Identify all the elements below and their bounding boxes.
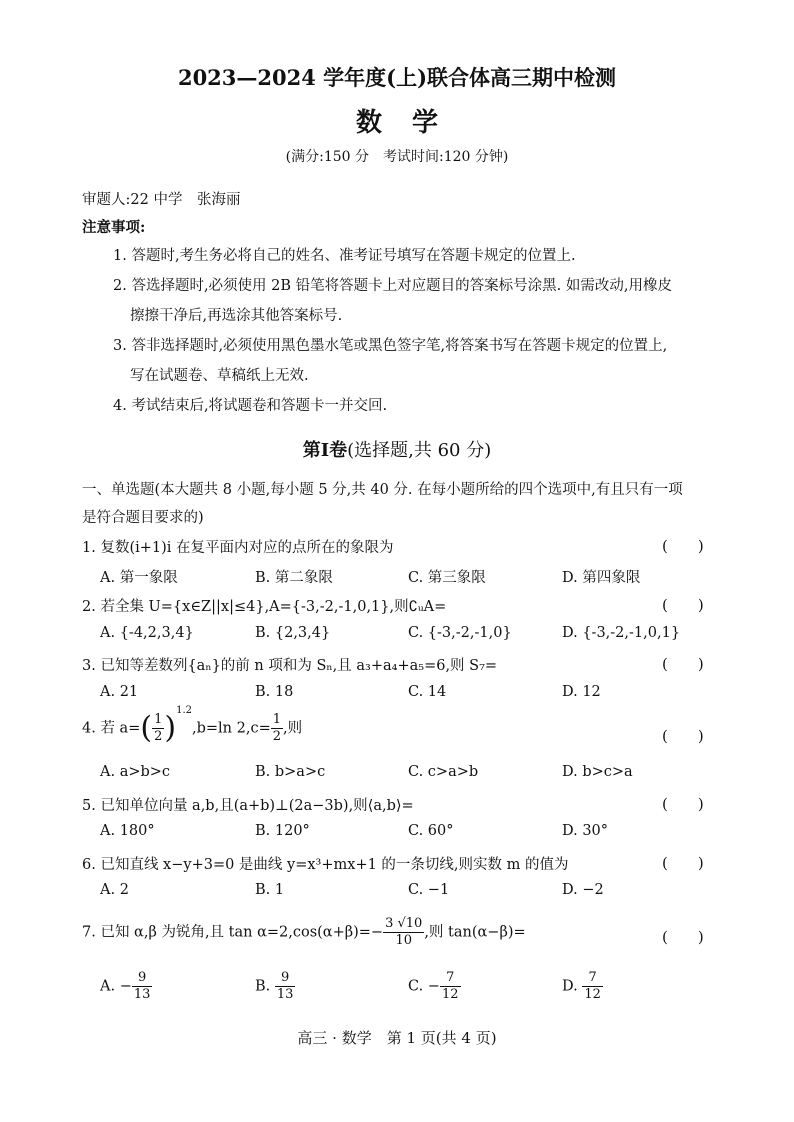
option: B. 18 bbox=[255, 684, 294, 700]
notice-item: 2. 答选择题时,必须使用 2B 铅笔将答题卡上对应题目的答案标号涂黑. 如需改动,用橡皮 bbox=[113, 278, 672, 294]
question-stem: 3. 已知等差数列{aₙ}的前 n 项和为 Sₙ,且 a₃+a₄+a₅=6,则 S₇= bbox=[82, 658, 498, 674]
notice-heading: 注意事项: bbox=[82, 219, 146, 236]
answer-blank: ( ) bbox=[662, 727, 704, 745]
question-stem: 5. 已知单位向量 a,b,且(a+b)⊥(2a−3b),则⟨a,b⟩= bbox=[82, 798, 414, 814]
option: B. 120° bbox=[255, 823, 310, 839]
option: C. c>a>b bbox=[408, 764, 479, 780]
notice-item: 3. 答非选择题时,必须使用黑色墨水笔或黑色签字笔,将答案书写在答题卡规定的位置上, bbox=[113, 338, 668, 354]
option: B. {2,3,4} bbox=[255, 625, 331, 641]
option: B. 第二象限 bbox=[255, 570, 333, 586]
subject-title: 数学 bbox=[355, 108, 468, 138]
question-stem: 7. 已知 α,β 为锐角,且 tan α=2,cos(α+β)=− $\frac{3 √10}{10}$ ,则 tan(α−β)= bbox=[82, 916, 526, 948]
option: D. 12 bbox=[562, 684, 601, 700]
option: C. − $\frac{7}{12}$ bbox=[408, 970, 459, 1002]
answer-blank: ( ) bbox=[662, 537, 704, 555]
option: D. 第四象限 bbox=[562, 570, 641, 586]
option: B. 1 bbox=[255, 882, 285, 898]
option: A. 第一象限 bbox=[100, 570, 178, 586]
option: C. {-3,-2,-1,0} bbox=[408, 625, 512, 641]
section-subtitle: (选择题,共 60 分) bbox=[347, 440, 492, 461]
fraction: $\frac{3 √10}{10}$ bbox=[385, 916, 423, 948]
score-info: (满分:150 分 考试时间:120 分钟) bbox=[285, 149, 509, 165]
option: A. 21 bbox=[100, 684, 139, 700]
exam-title: 2023—2024 学年度(上)联合体高三期中检测 bbox=[177, 65, 617, 90]
notice-item: 擦擦干净后,再选涂其他答案标号. bbox=[130, 308, 343, 324]
section-heading bbox=[0, 436, 794, 462]
part-instructions: 是符合题目要求的) bbox=[82, 510, 204, 526]
page-footer: 高三 · 数学 第 1 页(共 4 页) bbox=[297, 1029, 497, 1047]
option: D. b>c>a bbox=[562, 764, 633, 780]
option: D. $\frac{7}{12}$ bbox=[562, 970, 601, 1002]
option: B. b>a>c bbox=[255, 764, 326, 780]
notice-item: 1. 答题时,考生务必将自己的姓名、准考证号填写在答题卡规定的位置上. bbox=[113, 248, 576, 264]
notice-item: 写在试题卷、草稿纸上无效. bbox=[130, 368, 309, 384]
answer-blank: ( ) bbox=[662, 928, 704, 946]
fraction: $\frac{1}{2}$ bbox=[154, 712, 163, 744]
answer-blank: ( ) bbox=[662, 596, 704, 614]
fraction: $\frac{9}{13}$ bbox=[276, 970, 294, 1002]
option: D. {-3,-2,-1,0,1} bbox=[562, 625, 681, 641]
option: C. −1 bbox=[408, 882, 450, 898]
option: A. − $\frac{9}{13}$ bbox=[100, 970, 151, 1002]
option: A. 180° bbox=[100, 823, 155, 839]
fraction: $\frac{1}{2}$ bbox=[272, 712, 281, 744]
option: D. −2 bbox=[562, 882, 604, 898]
question-stem: 1. 复数(i+1)i 在复平面内对应的点所在的象限为 bbox=[82, 540, 394, 556]
part-instructions: 一、单选题(本大题共 8 小题,每小题 5 分,共 40 分. 在每小题所给的四个选项中,有且只有一项 bbox=[82, 482, 683, 498]
section-title: 第Ⅰ卷 bbox=[302, 440, 348, 461]
option: A. 2 bbox=[100, 882, 129, 898]
option: B. $\frac{9}{13}$ bbox=[255, 970, 294, 1002]
fraction: $\frac{9}{13}$ bbox=[133, 970, 151, 1002]
notice-item: 4. 考试结束后,将试题卷和答题卡一并交回. bbox=[113, 398, 388, 414]
question-stem: 6. 已知直线 x−y+3=0 是曲线 y=x³+mx+1 的一条切线,则实数 m 的值为 bbox=[82, 857, 569, 873]
question-stem: 2. 若全集 U={x∈Z||x|≤4},A={-3,-2,-1,0,1},则∁ᵤA= bbox=[82, 599, 447, 615]
answer-blank: ( ) bbox=[662, 854, 704, 872]
answer-blank: ( ) bbox=[662, 655, 704, 673]
option: C. 14 bbox=[408, 684, 447, 700]
option: D. 30° bbox=[562, 823, 609, 839]
answer-blank: ( ) bbox=[662, 795, 704, 813]
fraction: $\frac{7}{12}$ bbox=[441, 970, 459, 1002]
option: C. 第三象限 bbox=[408, 570, 486, 586]
option: C. 60° bbox=[408, 823, 454, 839]
option: A. {-4,2,3,4} bbox=[100, 625, 194, 641]
option: A. a>b>c bbox=[100, 764, 171, 780]
question-stem: 4. 若 a=( $\frac{1}{2}$ )$^{1.2}$,b=ln 2,c= $\frac{1}{2}$ ,则 bbox=[82, 704, 303, 746]
fraction: $\frac{7}{12}$ bbox=[584, 970, 601, 1002]
reviewer: 审题人:22 中学 张海丽 bbox=[82, 192, 241, 208]
